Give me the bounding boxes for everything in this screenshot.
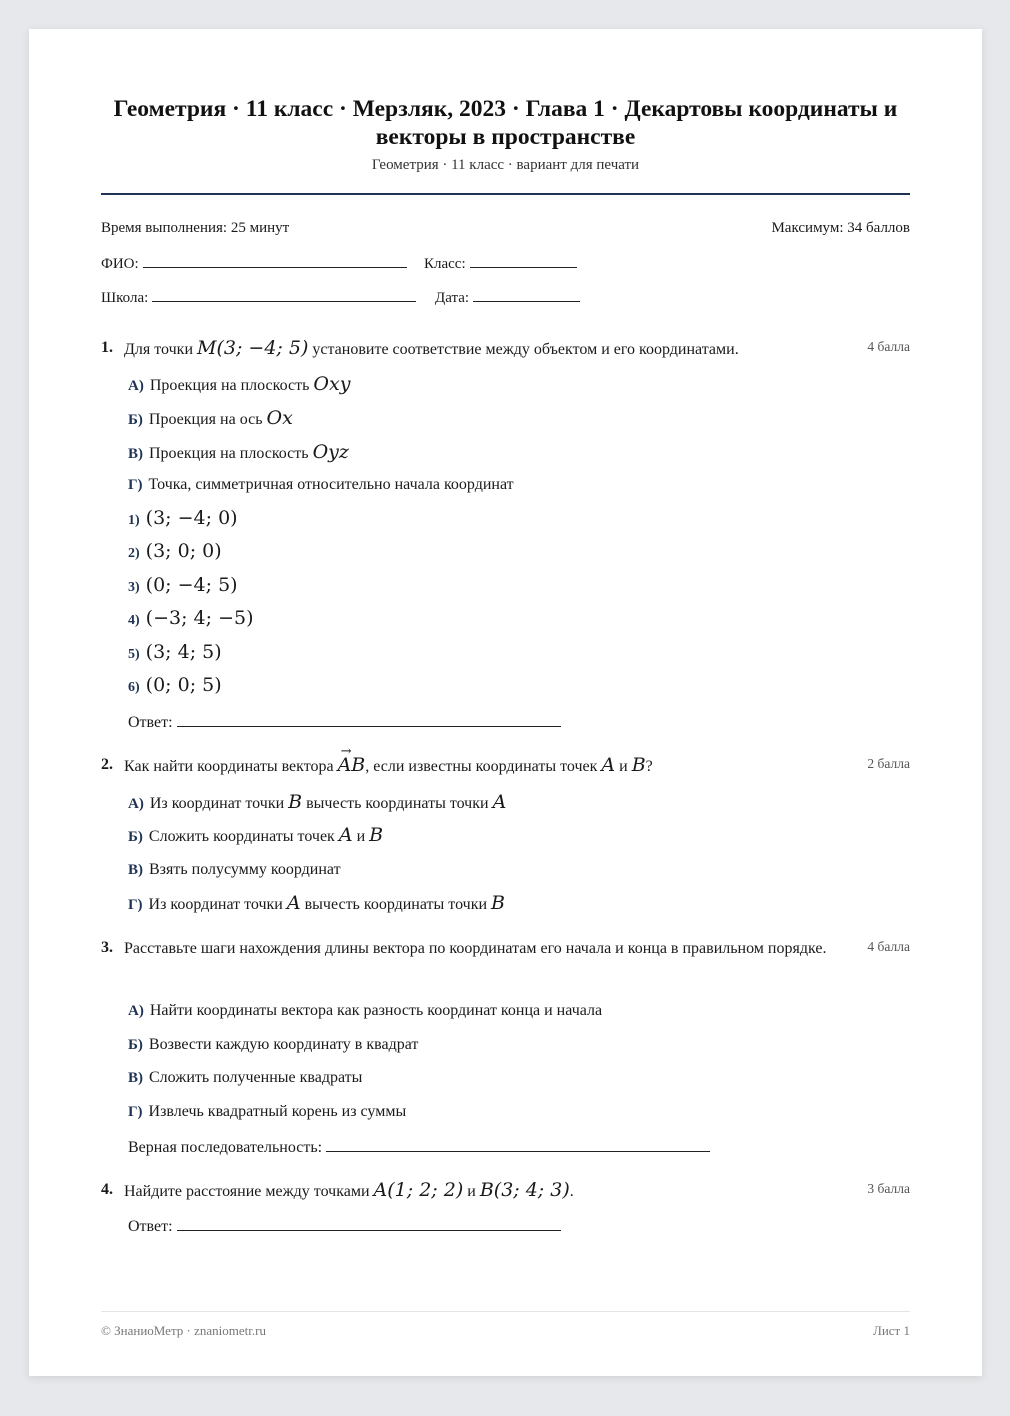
fio-label: ФИО: xyxy=(101,256,139,272)
item-math: A xyxy=(286,892,301,914)
question-text xyxy=(124,752,844,780)
item-label: Б) xyxy=(128,1037,143,1053)
option-math: (3; 4; 5) xyxy=(145,641,222,663)
q3-item xyxy=(128,1069,362,1087)
answer-label: Ответ: xyxy=(128,1218,173,1235)
q1-option xyxy=(128,641,222,663)
item-math: A xyxy=(338,824,353,846)
option-math: (0; 0; 5) xyxy=(145,674,222,696)
item-math: Oyz xyxy=(312,441,349,463)
option-math: (3; 0; 0) xyxy=(145,540,222,562)
q2-math-b: B xyxy=(631,754,646,776)
meta-row xyxy=(101,220,910,237)
q2-text-a: Как найти координаты вектора xyxy=(124,758,334,775)
q4-math-a: A(1; 2; 2) xyxy=(373,1179,464,1201)
q2-item xyxy=(128,861,341,879)
date-line[interactable] xyxy=(473,287,580,302)
vector-ab: → AB xyxy=(338,752,366,779)
option-label: 3) xyxy=(128,580,140,595)
question-text xyxy=(124,335,844,363)
question-points: 4 балла xyxy=(867,939,910,954)
item-label: Б) xyxy=(128,829,143,845)
q3-item xyxy=(128,1103,406,1121)
item-text: Проекция на плоскость xyxy=(149,377,310,394)
q2-text-q: ? xyxy=(645,758,653,775)
question-points: 2 балла xyxy=(867,756,910,771)
item-text: Сложить полученные квадраты xyxy=(149,1069,363,1086)
item-math: B xyxy=(369,824,384,846)
item-label: А) xyxy=(128,796,144,812)
item-text: Взять полусумму координат xyxy=(149,861,341,878)
q1-item xyxy=(128,476,514,494)
q4-text-and: и xyxy=(467,1183,476,1200)
item-text: Из координат точки xyxy=(148,896,283,913)
q4-math-b: B(3; 4; 3) xyxy=(479,1179,570,1201)
item-text: Извлечь квадратный корень из суммы xyxy=(148,1103,407,1120)
q1-text-b: установите соответствие между объектом и его координатами. xyxy=(312,341,739,358)
item-math: Ox xyxy=(266,407,293,429)
item-text: Точка, симметричная относительно начала координат xyxy=(148,476,514,493)
question-number: 4. xyxy=(101,1181,113,1198)
class-line[interactable] xyxy=(470,253,577,268)
date-label: Дата: xyxy=(435,290,470,306)
fio-line[interactable] xyxy=(143,253,407,268)
item-text: и xyxy=(356,828,366,845)
class-label: Класс: xyxy=(424,256,466,272)
item-label: Г) xyxy=(128,477,143,493)
worksheet-page xyxy=(29,29,982,1376)
option-math: (3; −4; 0) xyxy=(145,507,238,529)
question-number: 3. xyxy=(101,939,113,956)
school-label: Школа: xyxy=(101,290,149,306)
item-text: Проекция на плоскость xyxy=(149,445,309,462)
answer-label: Верная последовательность: xyxy=(128,1139,323,1156)
school-field[interactable] xyxy=(101,287,416,307)
question-points: 3 балла xyxy=(867,1181,910,1196)
q1-option xyxy=(128,674,222,696)
footer-divider xyxy=(101,1311,910,1312)
item-text: Проекция на ось xyxy=(148,411,263,428)
q1-item xyxy=(128,441,349,463)
q1-answer[interactable] xyxy=(128,712,561,732)
footer-copyright: © ЗнаниоМетр · znaniometr.ru xyxy=(101,1323,266,1338)
date-field[interactable] xyxy=(435,287,580,307)
item-math: B xyxy=(491,892,506,914)
item-text: Сложить координаты точек xyxy=(148,828,335,845)
option-math: (−3; 4; −5) xyxy=(145,607,254,629)
q4-text-end: . xyxy=(569,1183,574,1200)
q2-item xyxy=(128,791,506,813)
option-math: (0; −4; 5) xyxy=(145,574,238,596)
question-number: 1. xyxy=(101,339,113,356)
item-math: A xyxy=(492,791,507,813)
max-score: Максимум: 34 баллов xyxy=(771,220,910,236)
item-text: вычесть координаты точки xyxy=(304,896,488,913)
q4-answer[interactable] xyxy=(128,1216,561,1236)
answer-label: Ответ: xyxy=(128,714,173,731)
q1-item xyxy=(128,373,350,395)
item-text: Из координат точки xyxy=(149,795,285,812)
item-text: Возвести каждую координату в квадрат xyxy=(148,1036,419,1053)
time-limit: Время выполнения: 25 минут xyxy=(101,220,290,236)
question-points: 4 балла xyxy=(867,339,910,354)
question-text xyxy=(124,1177,844,1205)
item-math: B xyxy=(288,791,303,813)
option-label: 5) xyxy=(128,647,140,662)
q3-item xyxy=(128,1036,418,1054)
option-label: 4) xyxy=(128,613,140,628)
footer-sheet-number: Лист 1 xyxy=(873,1323,910,1338)
item-label: В) xyxy=(128,862,143,878)
q2-text-and: и xyxy=(619,758,628,775)
page-title: Геометрия · 11 класс · Мерзляк, 2023 · Глава 1 · Декартовы координаты и векторы в пространстве xyxy=(113,96,898,150)
item-label: В) xyxy=(128,446,143,462)
item-label: Г) xyxy=(128,897,143,913)
item-label: Г) xyxy=(128,1104,143,1120)
item-math: Oxy xyxy=(313,373,351,395)
fio-field[interactable] xyxy=(101,253,407,273)
option-label: 6) xyxy=(128,680,140,695)
q1-item xyxy=(128,407,293,429)
q1-option xyxy=(128,507,238,529)
q3-item xyxy=(128,1002,602,1020)
item-label: В) xyxy=(128,1070,143,1086)
answer-line[interactable] xyxy=(177,1216,561,1231)
class-field[interactable] xyxy=(424,253,577,273)
answer-line[interactable] xyxy=(326,1137,710,1152)
item-text: вычесть координаты точки xyxy=(306,795,489,812)
page-subtitle: Геометрия · 11 класс · вариант для печати xyxy=(371,157,640,173)
q1-option xyxy=(128,607,253,629)
option-label: 2) xyxy=(128,546,140,561)
q1-option xyxy=(128,540,222,562)
item-label: А) xyxy=(128,1003,144,1019)
answer-line[interactable] xyxy=(177,712,561,727)
q2-math-a: A xyxy=(601,754,616,776)
header-divider xyxy=(101,193,910,195)
q2-item xyxy=(128,824,383,846)
school-line[interactable] xyxy=(152,287,416,302)
q1-option xyxy=(128,574,238,596)
q1-text-a: Для точки xyxy=(124,341,194,358)
q4-text-a: Найдите расстояние между точками xyxy=(124,1183,370,1200)
q2-text-b: , если известны координаты точек xyxy=(365,758,598,775)
item-label: А) xyxy=(128,378,144,394)
q1-math: M(3; −4; 5) xyxy=(197,337,309,359)
item-label: Б) xyxy=(128,412,143,428)
item-text: Найти координаты вектора как разность координат конца и начала xyxy=(149,1002,603,1019)
question-text: Расставьте шаги нахождения длины вектора по координатам его начала и конца в правильном порядке. xyxy=(124,940,827,957)
question-number: 2. xyxy=(101,756,113,773)
q2-item xyxy=(128,892,505,914)
q3-answer[interactable] xyxy=(128,1137,710,1157)
option-label: 1) xyxy=(128,513,140,528)
